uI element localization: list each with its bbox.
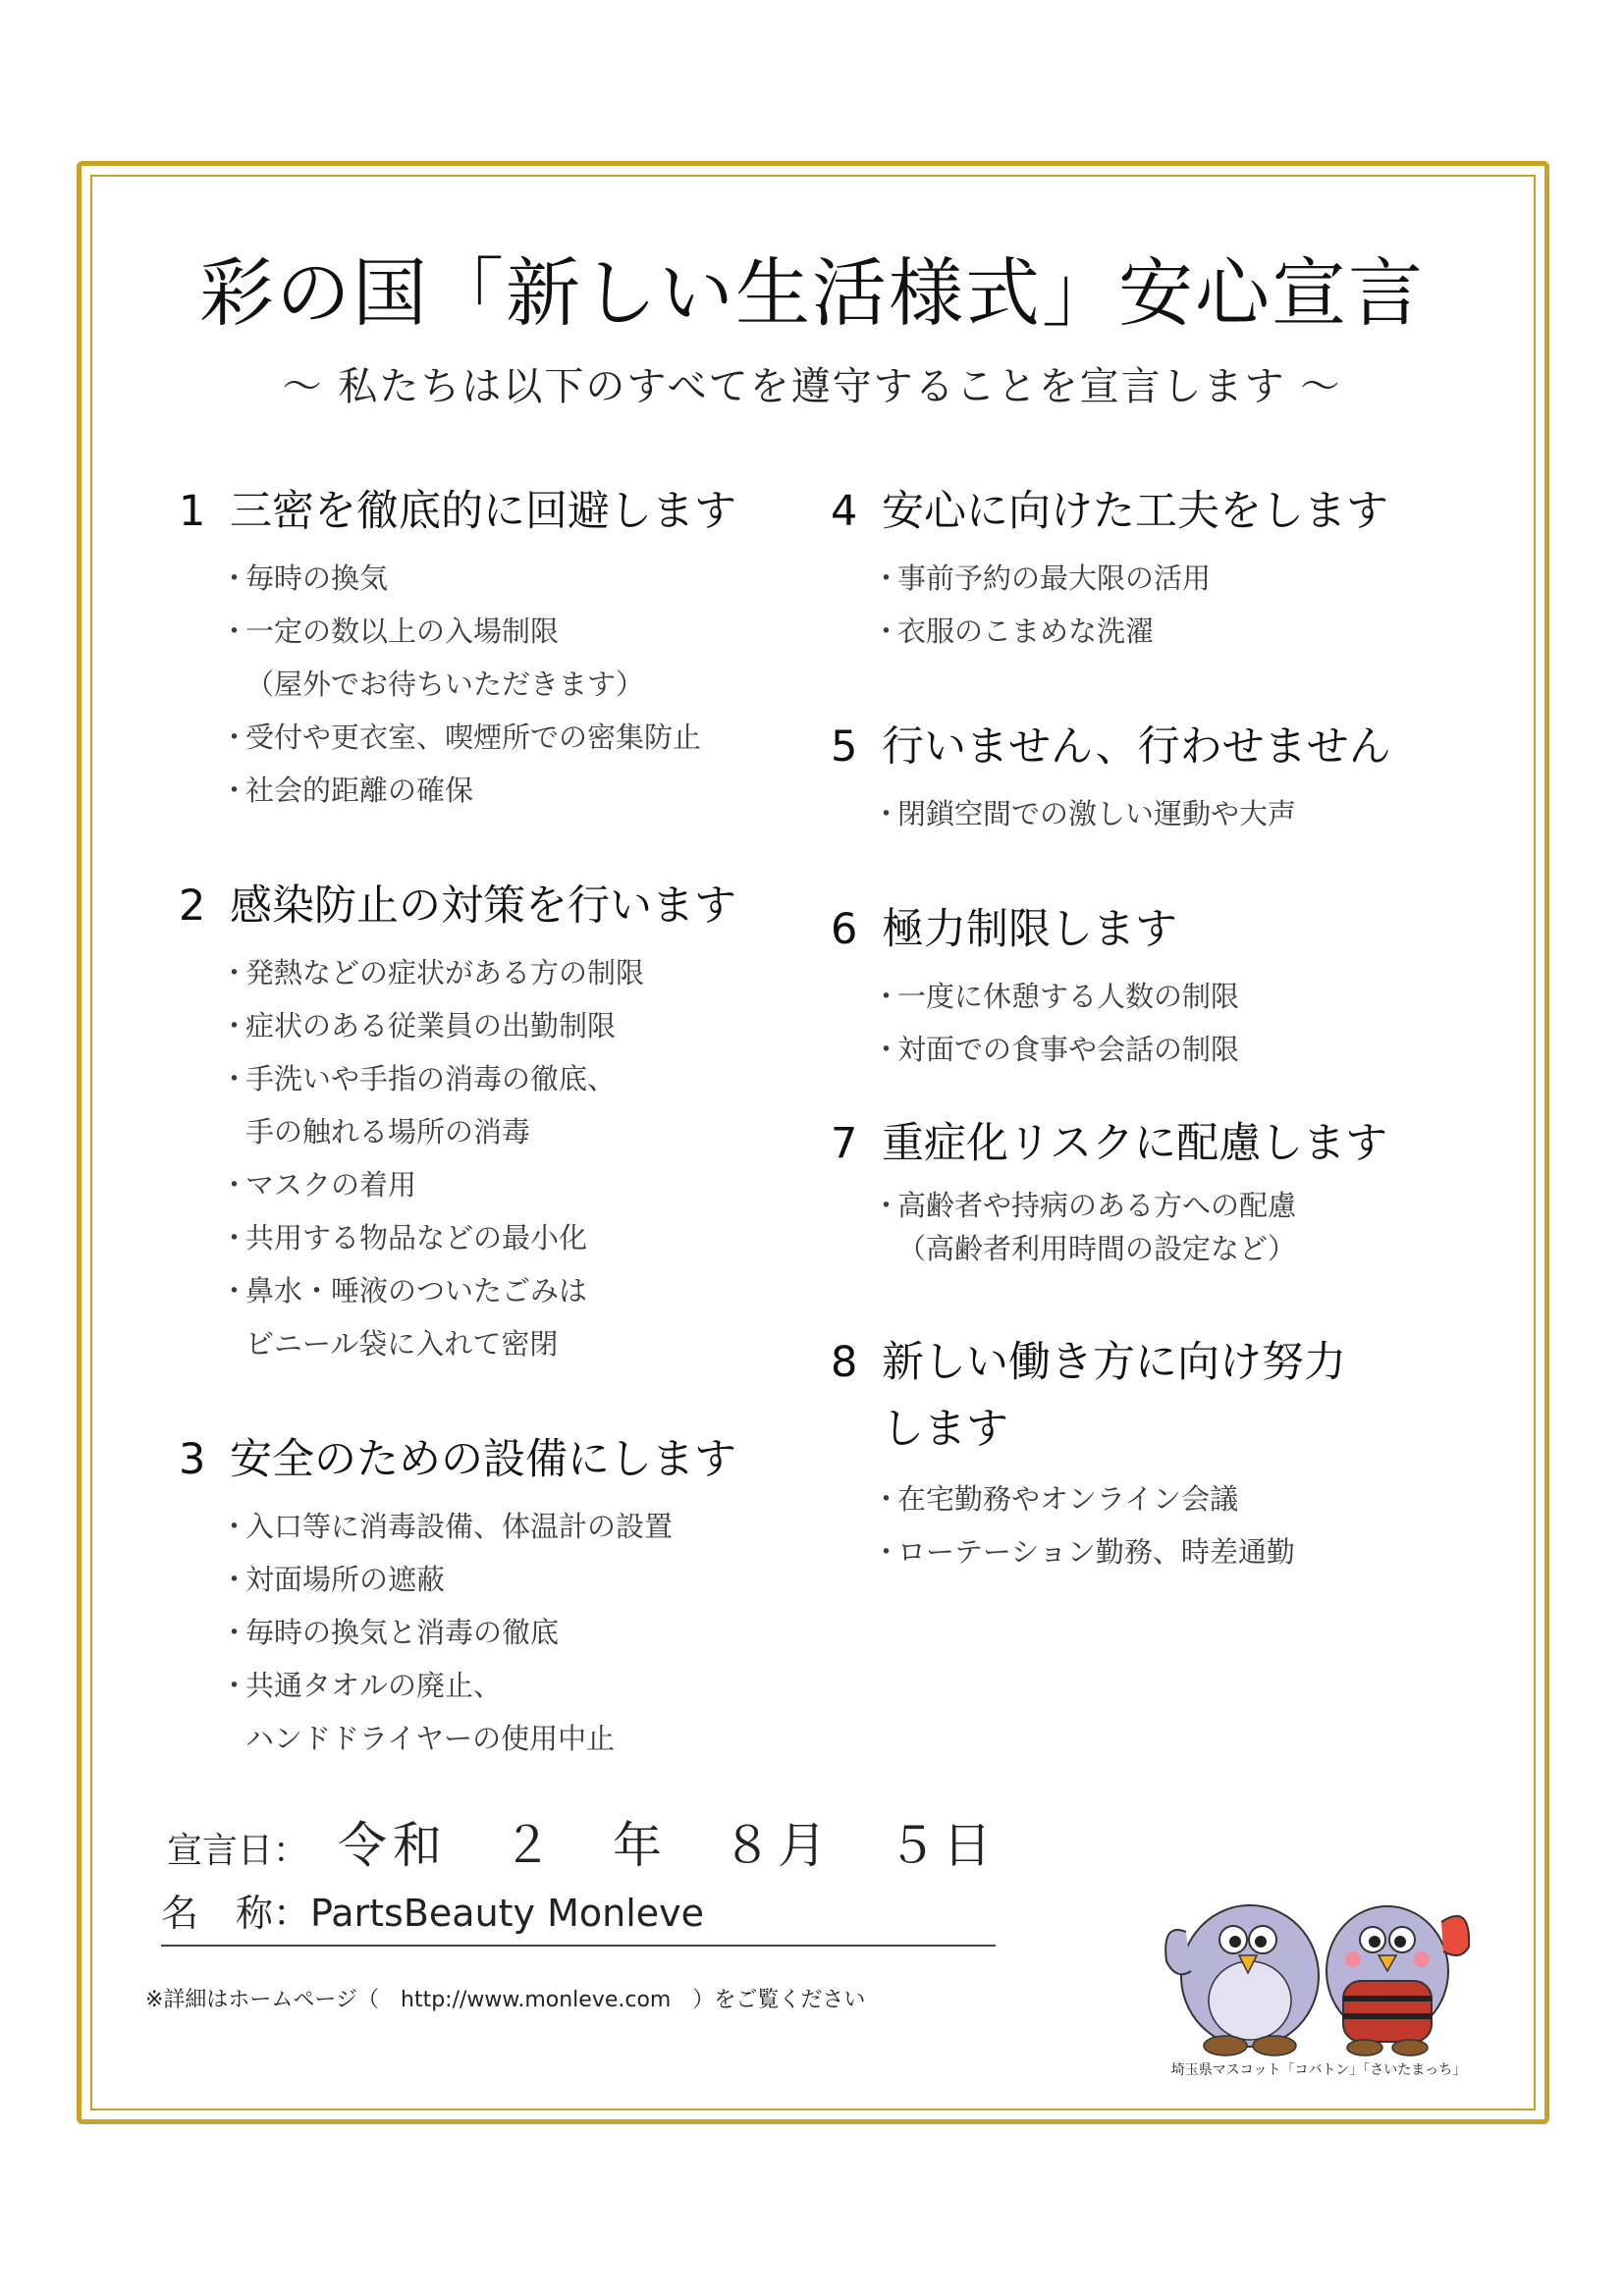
item-text: ローテーション勤務、時差通勤 [897,1535,1295,1569]
item-text: 社会的距離の確保 [245,774,474,807]
list-item [179,946,807,999]
section-heading: 重症化リスクに配慮します [882,1119,1388,1168]
list-item [831,787,1459,840]
section-number: 3 [179,1435,206,1484]
list-item [831,1472,1459,1525]
bullet: ・ [220,774,249,807]
section-heading: 感染防止の対策を行います [230,881,736,931]
section-title [179,1429,807,1490]
item-text: 事前予約の最大限の活用 [897,561,1212,595]
list-item [831,552,1459,605]
bullet: ・ [872,614,901,648]
section-title [179,481,807,542]
bullet: ・ [220,1221,249,1255]
list-item [179,1264,807,1370]
bullet: ・ [220,1168,249,1201]
section-items [179,1500,807,1765]
item-text: 共用する物品などの最小化 [245,1221,588,1255]
item-text: 一定の数以上の入場制限 （屋外でお待ちいただきます） [245,614,645,701]
item-text: 毎時の換気 [245,561,389,595]
list-item [831,970,1459,1023]
list-item [179,764,807,817]
item-text: 高齢者や持病のある方への配慮 （高齢者利用時間の設定など） [897,1189,1297,1265]
item-text: 鼻水・唾液のついたごみは ビニール袋に入れて密閉 [245,1274,588,1361]
section-6 [831,899,1459,1076]
item-text: 閉鎖空間での激しい運動や大声 [897,797,1297,830]
mascot-illustration [1157,1853,1481,2059]
item-text: 一度に休憩する人数の制限 [897,980,1240,1013]
bullet: ・ [220,721,249,754]
page-title: 彩の国「新しい生活様式」安心宣言 [199,249,1425,337]
bullet: ・ [220,1274,249,1308]
section-heading: 安全のための設備にします [230,1435,736,1484]
item-text: 手洗いや手指の消毒の徹底、 手の触れる場所の消毒 [245,1062,617,1148]
bullet: ・ [872,1482,901,1516]
section-title [831,717,1459,777]
section-title [831,1113,1459,1174]
list-item [179,1500,807,1553]
declaration-date-value: 令和 ２ 年 ８月 ５日 [338,1817,999,1874]
list-item [831,1184,1459,1270]
section-title [831,1329,1459,1463]
list-item [179,1606,807,1659]
section-items [831,552,1459,658]
section-items [179,946,807,1370]
section-number: 8 [831,1338,858,1387]
list-item [831,605,1459,658]
section-number: 2 [179,881,206,931]
bullet: ・ [872,561,901,595]
item-text: 対面での食事や会話の制限 [897,1033,1240,1066]
list-item [179,711,807,764]
section-items [831,1184,1459,1270]
list-item [831,1525,1459,1578]
section-2 [179,876,807,1370]
mascot-icon [1157,1853,1481,2059]
section-items [831,1472,1459,1578]
section-number: 6 [831,905,858,954]
section-3 [179,1429,807,1765]
list-item [179,1659,807,1765]
section-4 [831,481,1459,658]
bullet: ・ [872,1535,901,1569]
page-subtitle: ～ 私たちは以下のすべてを遵守することを宣言します ～ [282,364,1342,409]
item-text: 症状のある従業員の出勤制限 [245,1009,617,1042]
business-name-value: PartsBeauty Monleve [310,1892,705,1935]
item-text: 衣服のこまめな洗濯 [897,614,1155,648]
list-item [179,1158,807,1211]
section-items [831,970,1459,1076]
bullet: ・ [872,797,901,830]
item-text: 受付や更衣室、喫煙所での密集防止 [245,721,702,754]
bullet: ・ [220,1062,249,1095]
list-item [179,999,807,1052]
item-text: 入口等に消毒設備、体温計の設置 [245,1510,674,1543]
section-number: 7 [831,1119,858,1168]
bullet: ・ [872,1033,901,1066]
section-items [179,552,807,817]
list-item [179,552,807,605]
item-text: 対面場所の遮蔽 [245,1563,446,1596]
list-item [831,1023,1459,1076]
list-item [179,1052,807,1158]
bullet: ・ [220,561,249,595]
item-text: 在宅勤務やオンライン会議 [897,1482,1239,1516]
bullet: ・ [220,1510,249,1543]
declaration-date-label: 宣言日： [167,1831,309,1871]
section-number: 4 [831,487,858,536]
item-text: 発熱などの症状がある方の制限 [245,956,645,989]
item-text: 毎時の換気と消毒の徹底 [245,1616,560,1649]
list-item [179,1553,807,1606]
section-title [831,899,1459,960]
bullet: ・ [220,956,249,989]
section-number: 1 [179,487,206,536]
section-1 [179,481,807,817]
item-text: 共通タオルの廃止、 ハンドドライヤーの使用中止 [245,1669,616,1755]
section-heading: 新しい働き方に向け努力 します [882,1338,1346,1454]
section-5 [831,717,1459,840]
mascot-caption: 埼玉県マスコット「コバトン」「さいたまっち」 [1170,2062,1467,2078]
section-number: 5 [831,722,858,772]
section-heading: 行いません、行わせません [882,722,1391,772]
section-title [831,481,1459,542]
section-heading: 極力制限します [882,905,1177,954]
section-heading: 三密を徹底的に回避します [230,487,736,536]
item-text: マスクの着用 [245,1168,417,1201]
section-items [831,787,1459,840]
business-name-label: 名 称： [161,1892,311,1935]
section-8 [831,1329,1459,1578]
declaration-date [167,1806,998,1877]
list-item [179,605,807,711]
bullet: ・ [220,1009,249,1042]
right-column [831,481,1459,1578]
bullet: ・ [220,1563,249,1596]
homepage-note: ※詳細はホームページ（ http://www.monleve.com ）をご覧ください [145,1988,866,2012]
list-item [179,1211,807,1264]
section-heading: 安心に向けた工夫をします [882,487,1388,536]
bullet: ・ [872,980,901,1013]
business-name [161,1883,996,1947]
section-7 [831,1113,1459,1270]
left-column [179,481,807,1765]
section-title [179,876,807,936]
bullet: ・ [220,614,249,648]
bullet: ・ [220,1669,249,1702]
bullet: ・ [220,1616,249,1649]
bullet: ・ [872,1189,901,1222]
